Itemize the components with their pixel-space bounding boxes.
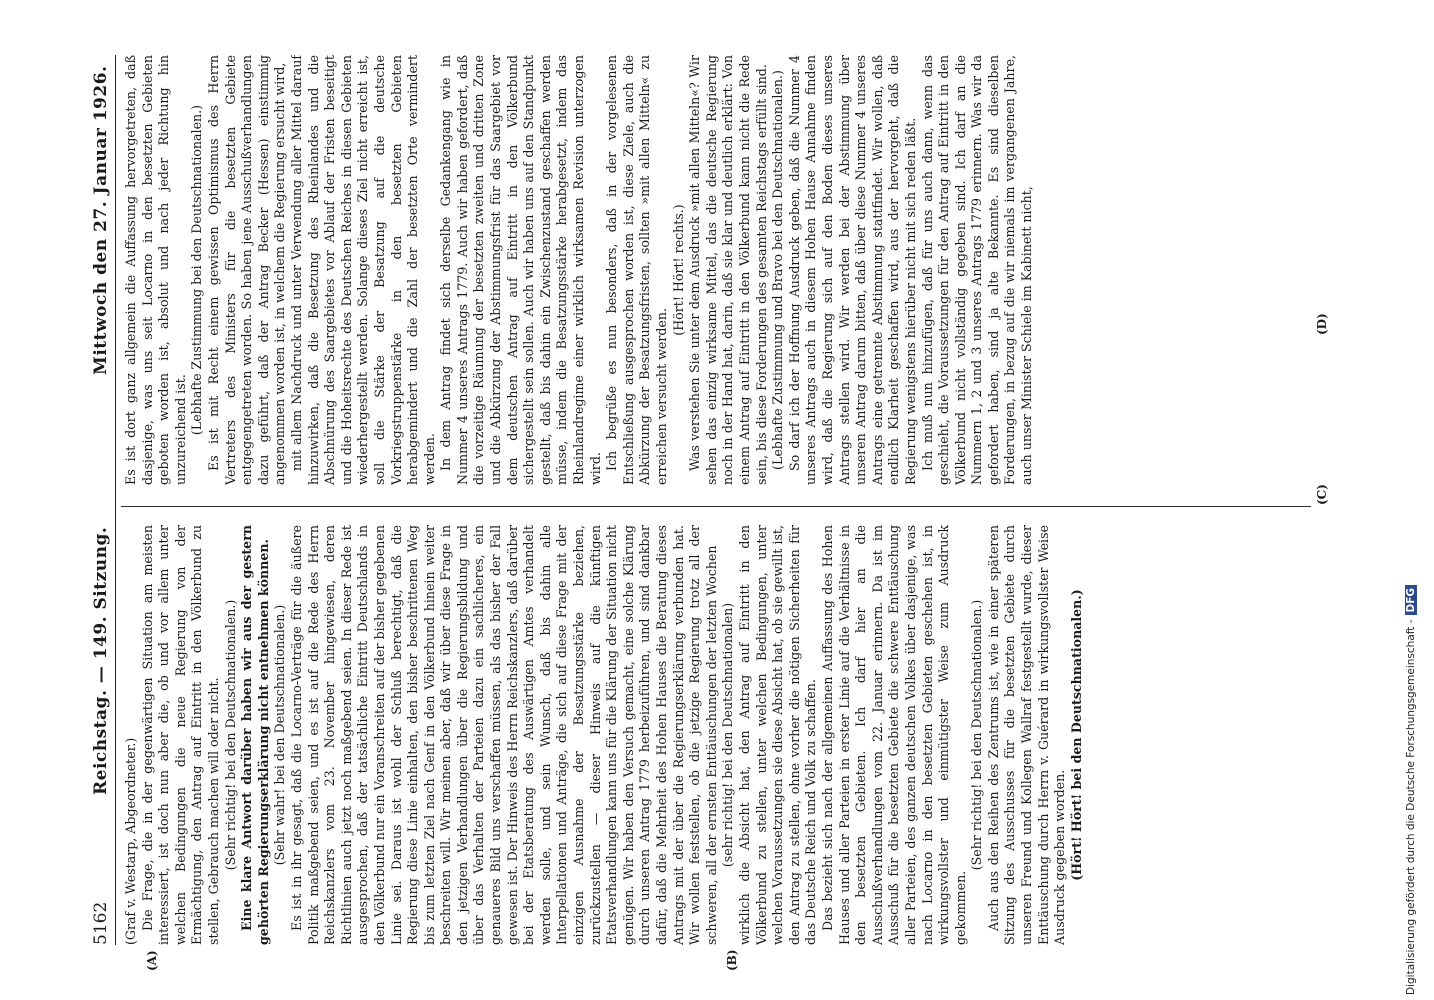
session-date: Mittwoch den 27. Januar 1926. xyxy=(91,65,111,375)
rotated-document-page xyxy=(85,55,1335,971)
paragraph: wirklich die Absicht hat, den Antrag auf Eintritt in den Völkerbund zu stellen, unter welchen Bedingungen, unter welchen Voraussetzungen sie diese Absicht hat, ob sie gewillt ist, den Antrag zu stellen, ohne vorher die nötigen Sicherheiten für das Deutsche Reich und Volk zu schaffen. xyxy=(736,525,819,945)
credit-text: Digitalisierung gefördert durch die Deutsche Forschungsgemeinschaft - xyxy=(1405,619,1417,995)
interjection: (Hört! Hört! bei den Deutschnationalen.) xyxy=(1068,589,1084,881)
session-title: Reichstag. — 149. Sitzung. xyxy=(91,526,111,795)
paragraph: Das bezieht sich nach der allgemeinen Auffassung des Hohen Hauses und aller Parteien in erster Linie auf die Verhältnisse in den besetzten Gebieten. Ich darf hier an die Ausschußverhandlungen vom 22. Januar erinnern. Da ist im Ausschuß für die besetzten Gebiete die schwere Enttäuschung aller Parteien, des ganzen deutschen Volkes über dasjenige, was nach Locarno in den besetzten Gebieten geschehen ist, in wirkungsvollster und einmütigster Weise zum Ausdruck gekommen. xyxy=(819,525,968,945)
left-column xyxy=(123,525,1303,945)
digitization-credit xyxy=(1405,5,1427,995)
paragraph: Es ist in ihr gesagt, daß die Locarno-Verträge für die äußere Politik maßgebend seien, und es ist auf die Rede des Herrn Reichskanzlers vom 23. November hingewiesen, deren Richtlinien auch jetzt noch maßgebend seien. In dieser Rede ist ausgesprochen, daß der tatsächliche Eintritt Deutschlands in den Völkerbund nur ein Voranschreiten auf der bisher gegebenen Linie sei. Daraus ist wohl der Schluß berechtigt, daß die Regierung diese Linie einhalten, den bisher beschrittenen Weg bis zum letzten Ziel nach Genf in den Völkerbund hinein weiter beschreiten will. Wir meinen aber, daß wir über diese Frage in den jetzigen Verhandlungen über die Regierungsbildung und über das Verhalten der Parteien dazu ein sachlicheres, ein genaueres Bild uns verschaffen müssen, als das bisher der Fall gewesen ist. Der Hinweis des Herrn Reichskanzlers, daß darüber bei der Etatsberatung des Auswärtigen Amtes verhandelt werden solle, und sein Wunsch, daß bis dahin alle Interpellationen und Anträge, die sich auf diese Frage mit der einzigen Ausnahme der Besatzungsstärke beziehen, zurückzustellen — dieser Hinweis auf die künftigen Etatsverhandlungen kann uns für die Klärung der Situation nicht genügen. Wir haben den Versuch gemacht, eine solche Klärung durch unseren Antrag 1779 herbeizuführen, und sind dankbar dafür, daß die Mehrheit des Hohen Hauses die Beratung dieses Antrags mit der über die Regierungserklärung verbunden hat. Wir wollen feststellen, ob die jetzige Regierung trotz all der schweren, all der ernsten Enttäuschungen der letzten Wochen xyxy=(288,525,719,945)
margin-mark-a: (A) xyxy=(145,950,159,971)
page-number: 5162 xyxy=(91,901,111,945)
paragraph: Auch aus den Reihen des Zentrums ist, wie in einer späteren Sitzung des Ausschusses für die besetzten Gebiete durch unseren Freund und Kollegen Wallraf festgestellt wurde, dieser Enttäuschung durch Herrn v. Guérard in wirkungsvollster Weise Ausdruck gegeben worden. xyxy=(985,525,1068,945)
page-header xyxy=(85,55,116,945)
interjection: (Lebhafte Zustimmung und Bravo bei den Deutschnationalen.) xyxy=(770,70,786,470)
paragraph: Eine klare Antwort darüber haben wir aus der gestern gehörten Regierungserklärung nicht entnehmen können. xyxy=(239,525,271,945)
interjection: (sehr richtig! bei den Deutschnationalen) xyxy=(720,602,736,868)
interjection: (Sehr richtig! bei den Deutschnationalen.) xyxy=(222,599,238,871)
paragraph: Die Frage, die in der gegenwärtigen Situation am meisten interessiert, ist doch nun aber die, ob und vor allem unter welchen Bedingungen die neue Regierung von der Ermächtigung, den Antrag auf Eintritt in den Völkerbund zu stellen, Gebrauch machen will oder nicht. xyxy=(139,525,221,945)
interjection: (Lebhafte Zustimmung bei den Deutschnationalen.) xyxy=(189,104,205,436)
interjection: (Sehr richtig! bei den Deutschnationalen.) xyxy=(969,599,985,871)
paragraph: In dem Antrag findet sich derselbe Gedankengang wie in Nummer 4 unseres Antrags 1779. Auch wir haben gefordert, daß die vorzeitige Räumung der besetzten zweiten und dritten Zone und die Abkürzung der Abstimmungsfrist für das Saargebiet vor dem deutschen Antrag auf Eintritt in den Völkerbund sichergestellt sein sollen. Auch wir haben uns auf den Standpunkt gestellt, daß bis dahin ein Zwischenzustand geschaffen werden müsse, indem die Besatzungsstärke herabgesetzt, indem das Rheinlandregime einer wirklich wirksamen Revision unterzogen wird. xyxy=(438,55,603,485)
margin-mark-d: (D) xyxy=(1315,313,1329,335)
paragraph: Ich muß nun hinzufügen, daß für uns auch dann, wenn das geschieht, die Voraussetzungen für den Antrag auf Eintritt in den Völkerbund nicht vollständig gegeben sind. Ich darf an die Nummern 1, 2 und 3 unseres Antrags 1779 erinnern. Was wir da gefordert haben, sind ja alte Bekannte. Es sind dieselben Forderungen, in bezug auf die wir niemals im vergangenen Jahre, auch unser Minister Schiele im Kabinett nicht, xyxy=(919,55,1035,485)
quoted-resolution: mit allem Nachdruck und unter Verwendung aller Mittel darauf hinzuwirken, daß die Besetzung des Rheinlandes und die Abschnürung des Saargebietes vor Ablauf der Fristen beseitigt und die Hoheitsrechte des Deutschen Reiches in diesen Gebieten wiederhergestellt werden. Solange dieses Ziel nicht erreicht ist, soll die Stärke der Besatzung auf die deutsche Vorkriegstruppenstärke in den besetzten Gebieten herabgemindert und die Zahl der besetzten Orte vermindert werden. xyxy=(288,55,437,485)
interjection: (Hört! Hört! rechts.) xyxy=(670,204,686,336)
column-divider xyxy=(121,506,1311,507)
margin-mark-c: (C) xyxy=(1315,484,1329,505)
interjection: (Sehr wahr! bei den Deutschnationalen.) xyxy=(272,604,288,866)
paragraph: So darf ich der Hoffnung Ausdruck geben, daß die Nummer 4 unseres Antrags auch in diesem Hohen Hause Annahme finden wird, daß die Regierung sich auf den Boden dieses unseres Antrags stellen wird. Wir werden bei der Abstimmung über unseren Antrag darum bitten, daß über diese Nummer 4 unseres Antrags eine getrennte Abstimmung stattfindet. Wir wollen, daß endlich Klarheit geschaffen wird, aus der hervorgeht, daß die Regierung wenigstens hierüber nicht mit sich reden läßt. xyxy=(786,55,918,485)
speaker-label: (Graf v. Westarp, Abgeordneter.) xyxy=(123,737,138,945)
margin-mark-b: (B) xyxy=(725,949,739,971)
right-column xyxy=(123,55,1303,485)
dfg-logo: DFG xyxy=(1405,585,1417,616)
paragraph: Was verstehen Sie unter dem Ausdruck »mit allen Mitteln«? Wir sehen das einzig wirksame Mittel, das die deutsche Regierung noch in der Hand hat, darin, daß sie klar und deutlich erklärt: Von einem Antrag auf Eintritt in den Völkerbund kann nicht die Rede sein, bis diese Forderungen des gesamten Reichstags erfüllt sind. xyxy=(687,55,769,485)
paragraph: Ich begrüße es nun besonders, daß in der vorgelesenen Entschließung ausgesprochen worden ist, diese Ziele, auch die Abkürzung der Besatzungsfristen, sollten »mit allen Mitteln« zu erreichen versucht werden. xyxy=(604,55,669,485)
paragraph: Es ist dort ganz allgemein die Auffassung hervorgetreten, daß dasjenige, was uns seit Locarno in den besetzten Gebieten geboten worden ist, absolut und nach jeder Richtung hin unzureichend ist. xyxy=(123,55,188,485)
paragraph: Es ist mit Recht einem gewissen Optimismus des Herrn Vertreters des Ministers für die besetzten Gebiete entgegengetreten worden. So haben jene Ausschußverhandlungen dazu geführt, daß der Antrag Becker (Hessen) einstimmig angenommen worden ist, in welchem die Regierung ersucht wird, xyxy=(205,55,288,485)
